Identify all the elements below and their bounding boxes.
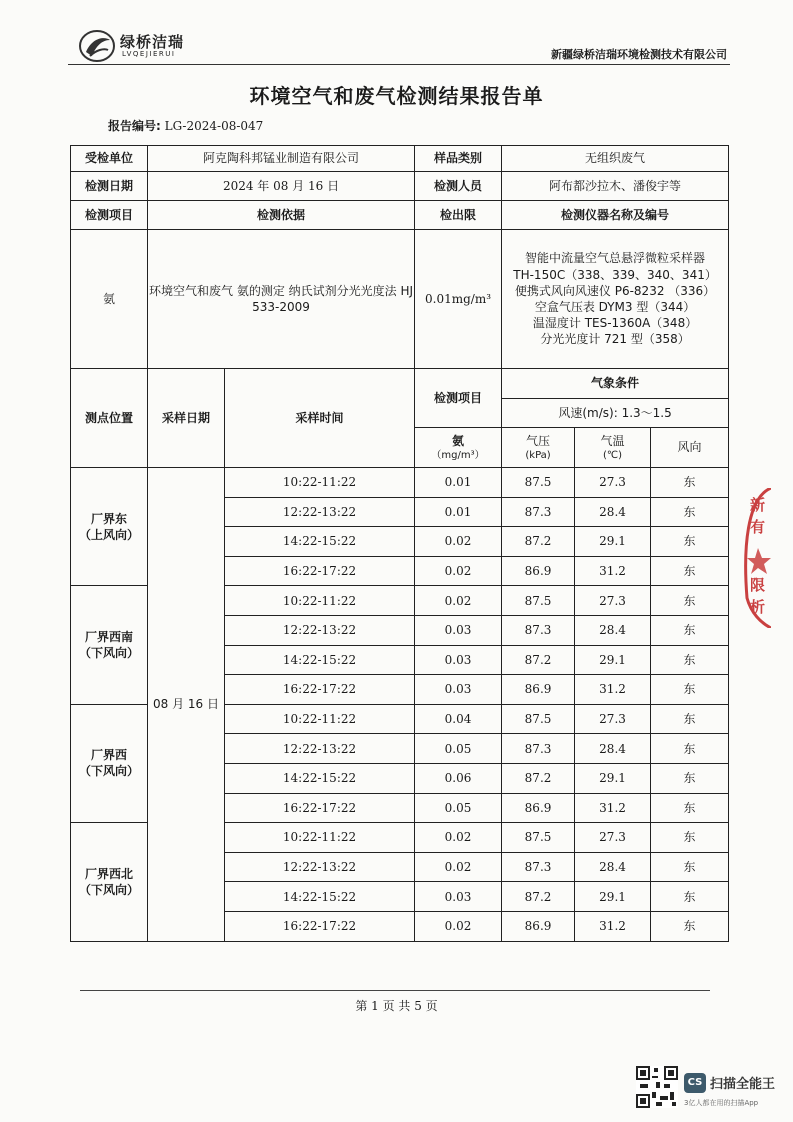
sampling-time: 16:22-17:22 bbox=[225, 793, 415, 823]
sampling-time: 12:22-13:22 bbox=[225, 852, 415, 882]
temp-value: 27.3 bbox=[575, 586, 651, 616]
pressure-value: 87.5 bbox=[502, 823, 575, 853]
nh3-value: 0.06 bbox=[415, 763, 502, 793]
report-table bbox=[70, 145, 729, 942]
report-number bbox=[108, 117, 263, 134]
sampling-time: 12:22-13:22 bbox=[225, 497, 415, 527]
wind-direction-value: 东 bbox=[651, 586, 729, 616]
nh3-value: 0.02 bbox=[415, 823, 502, 853]
scanner-app-icon: CS bbox=[684, 1073, 706, 1093]
inspector-value: 阿布都沙拉木、潘俊宇等 bbox=[502, 172, 729, 201]
temp-value: 28.4 bbox=[575, 615, 651, 645]
pressure-value: 87.5 bbox=[502, 468, 575, 498]
point-location bbox=[71, 823, 148, 941]
table-row bbox=[71, 468, 729, 498]
pressure-value: 87.2 bbox=[502, 645, 575, 675]
instrument-item: 便携式风向风速仪 P6-8232 （336） bbox=[514, 283, 716, 298]
instrument-item: 温湿度计 TES-1360A（348） bbox=[532, 316, 698, 331]
temp-value: 27.3 bbox=[575, 468, 651, 498]
col-item-header: 检测项目 bbox=[415, 369, 502, 428]
point-location bbox=[71, 704, 148, 822]
pressure-value: 87.3 bbox=[502, 497, 575, 527]
logo-swoosh-icon bbox=[78, 28, 116, 64]
svg-text:析: 析 bbox=[750, 598, 766, 616]
info-row-date bbox=[71, 172, 729, 201]
sampling-date: 08 月 16 日 bbox=[148, 468, 225, 942]
inspector-label: 检测人员 bbox=[415, 172, 502, 201]
pressure-value: 87.5 bbox=[502, 704, 575, 734]
wind-direction-value: 东 bbox=[651, 852, 729, 882]
point-name: 厂界东 bbox=[90, 511, 127, 526]
sampling-time: 10:22-11:22 bbox=[225, 823, 415, 853]
wind-direction-value: 东 bbox=[651, 527, 729, 557]
col-pressure-header bbox=[502, 428, 575, 468]
point-direction: （下风向） bbox=[78, 882, 139, 897]
sampling-time: 14:22-15:22 bbox=[225, 527, 415, 557]
info-row-method bbox=[71, 230, 729, 369]
header-divider bbox=[68, 64, 730, 65]
instrument-item: TH-150C（338、339、340、341） bbox=[513, 267, 717, 282]
results-header-row-1 bbox=[71, 369, 729, 399]
pressure-value: 87.2 bbox=[502, 763, 575, 793]
point-name: 厂界西南 bbox=[84, 629, 133, 644]
col-nh3-header bbox=[415, 428, 502, 468]
info-row-headers bbox=[71, 201, 729, 230]
sampling-time: 14:22-15:22 bbox=[225, 763, 415, 793]
nh3-value: 0.04 bbox=[415, 704, 502, 734]
temp-value: 31.2 bbox=[575, 675, 651, 705]
wind-speed: 风速(m/s): 1.3～1.5 bbox=[502, 399, 729, 428]
scanner-app-tagline: 3亿人都在用的扫描App bbox=[684, 1099, 759, 1107]
svg-text:有: 有 bbox=[750, 518, 766, 536]
wind-direction-value: 东 bbox=[651, 823, 729, 853]
col-point-header: 测点位置 bbox=[71, 369, 148, 468]
wind-direction-value: 东 bbox=[651, 704, 729, 734]
sampling-time: 10:22-11:22 bbox=[225, 704, 415, 734]
col-temp-name: 气温 bbox=[600, 433, 625, 448]
nh3-value: 0.03 bbox=[415, 882, 502, 912]
pressure-value: 87.3 bbox=[502, 852, 575, 882]
temp-value: 28.4 bbox=[575, 497, 651, 527]
client-value: 阿克陶科邦锰业制造有限公司 bbox=[148, 146, 415, 172]
scanner-app-name: 扫描全能王 bbox=[710, 1077, 776, 1092]
point-name: 厂界西 bbox=[90, 748, 127, 763]
pressure-value: 86.9 bbox=[502, 556, 575, 586]
sampling-time: 16:22-17:22 bbox=[225, 675, 415, 705]
nh3-value: 0.02 bbox=[415, 852, 502, 882]
pressure-value: 87.3 bbox=[502, 615, 575, 645]
report-title: 环境空气和废气检测结果报告单 bbox=[249, 84, 544, 108]
temp-value: 29.1 bbox=[575, 882, 651, 912]
temp-value: 29.1 bbox=[575, 763, 651, 793]
company-logo bbox=[78, 28, 198, 64]
sampling-time: 14:22-15:22 bbox=[225, 882, 415, 912]
temp-value: 29.1 bbox=[575, 645, 651, 675]
sampling-time: 10:22-11:22 bbox=[225, 586, 415, 616]
sampling-time: 16:22-17:22 bbox=[225, 911, 415, 941]
pressure-value: 87.5 bbox=[502, 586, 575, 616]
qr-code-icon bbox=[636, 1066, 678, 1108]
point-location bbox=[71, 468, 148, 586]
col-nh3-name: 氨 bbox=[452, 433, 465, 448]
sampling-time: 14:22-15:22 bbox=[225, 645, 415, 675]
date-value: 2024 年 08 月 16 日 bbox=[148, 172, 415, 201]
footer-divider bbox=[80, 990, 710, 991]
temp-value: 31.2 bbox=[575, 793, 651, 823]
pressure-value: 87.2 bbox=[502, 882, 575, 912]
sampling-time: 16:22-17:22 bbox=[225, 556, 415, 586]
page-number: 第 1 页 共 5 页 bbox=[355, 999, 438, 1013]
item-label: 检测项目 bbox=[71, 201, 148, 230]
results-body bbox=[71, 468, 729, 942]
temp-value: 29.1 bbox=[575, 527, 651, 557]
report-number-label: 报告编号: bbox=[108, 119, 161, 133]
wind-direction-value: 东 bbox=[651, 763, 729, 793]
sample-type-value: 无组织废气 bbox=[502, 146, 729, 172]
item-value: 氨 bbox=[71, 230, 148, 369]
col-time-header: 采样时间 bbox=[225, 369, 415, 468]
sampling-time: 12:22-13:22 bbox=[225, 615, 415, 645]
col-pressure-name: 气压 bbox=[526, 433, 551, 448]
nh3-value: 0.05 bbox=[415, 734, 502, 764]
nh3-value: 0.03 bbox=[415, 645, 502, 675]
client-label: 受检单位 bbox=[71, 146, 148, 172]
svg-text:新: 新 bbox=[750, 496, 766, 514]
pressure-value: 86.9 bbox=[502, 793, 575, 823]
instrument-list bbox=[502, 230, 729, 369]
date-label: 检测日期 bbox=[71, 172, 148, 201]
report-number-value: LG-2024-08-047 bbox=[164, 119, 264, 133]
instrument-label: 检测仪器名称及编号 bbox=[502, 201, 729, 230]
col-pressure-unit: (kPa) bbox=[525, 449, 551, 461]
point-direction: （上风向） bbox=[78, 527, 139, 542]
nh3-value: 0.02 bbox=[415, 527, 502, 557]
seal-icon bbox=[741, 488, 771, 628]
nh3-value: 0.02 bbox=[415, 556, 502, 586]
wind-direction-value: 东 bbox=[651, 911, 729, 941]
wind-direction-value: 东 bbox=[651, 793, 729, 823]
company-name: 新疆绿桥洁瑞环境检测技术有限公司 bbox=[551, 48, 727, 61]
wind-direction-value: 东 bbox=[651, 468, 729, 498]
logo-chinese-text: 绿桥洁瑞 bbox=[120, 33, 185, 51]
instrument-item: 空盒气压表 DYM3 型（344） bbox=[534, 300, 696, 314]
nh3-value: 0.02 bbox=[415, 586, 502, 616]
wind-direction-value: 东 bbox=[651, 645, 729, 675]
temp-value: 31.2 bbox=[575, 911, 651, 941]
pressure-value: 86.9 bbox=[502, 675, 575, 705]
nh3-value: 0.01 bbox=[415, 497, 502, 527]
point-name: 厂界西北 bbox=[84, 866, 133, 881]
limit-value: 0.01mg/m³ bbox=[415, 230, 502, 369]
nh3-value: 0.05 bbox=[415, 793, 502, 823]
wind-direction-value: 东 bbox=[651, 734, 729, 764]
pressure-value: 86.9 bbox=[502, 911, 575, 941]
nh3-value: 0.03 bbox=[415, 615, 502, 645]
col-nh3-unit: （mg/m³） bbox=[431, 449, 485, 461]
col-wind-dir-header: 风向 bbox=[651, 428, 729, 468]
point-direction: （下风向） bbox=[78, 764, 139, 779]
wind-direction-value: 东 bbox=[651, 497, 729, 527]
sample-type-label: 样品类别 bbox=[415, 146, 502, 172]
sampling-time: 10:22-11:22 bbox=[225, 468, 415, 498]
col-temp-header bbox=[575, 428, 651, 468]
basis-label: 检测依据 bbox=[148, 201, 415, 230]
pressure-value: 87.3 bbox=[502, 734, 575, 764]
svg-text:限: 限 bbox=[750, 576, 766, 594]
pressure-value: 87.2 bbox=[502, 527, 575, 557]
nh3-value: 0.02 bbox=[415, 911, 502, 941]
temp-value: 27.3 bbox=[575, 823, 651, 853]
point-direction: （下风向） bbox=[78, 646, 139, 661]
temp-value: 28.4 bbox=[575, 852, 651, 882]
instrument-item: 智能中流量空气总悬浮微粒采样器 bbox=[525, 251, 706, 266]
temp-value: 28.4 bbox=[575, 734, 651, 764]
wind-direction-value: 东 bbox=[651, 882, 729, 912]
point-location bbox=[71, 586, 148, 704]
temp-value: 31.2 bbox=[575, 556, 651, 586]
instrument-item: 分光光度计 721 型（358） bbox=[540, 332, 690, 347]
col-date-header: 采样日期 bbox=[148, 369, 225, 468]
nh3-value: 0.01 bbox=[415, 468, 502, 498]
limit-label: 检出限 bbox=[415, 201, 502, 230]
col-weather-header: 气象条件 bbox=[502, 369, 729, 399]
info-row-client bbox=[71, 146, 729, 172]
temp-value: 27.3 bbox=[575, 704, 651, 734]
sampling-time: 12:22-13:22 bbox=[225, 734, 415, 764]
wind-direction-value: 东 bbox=[651, 615, 729, 645]
nh3-value: 0.03 bbox=[415, 675, 502, 705]
col-temp-unit: (℃) bbox=[603, 449, 623, 461]
company-seal-fragment bbox=[741, 488, 771, 628]
basis-value: 环境空气和废气 氨的测定 纳氏试剂分光光度法 HJ 533-2009 bbox=[148, 230, 415, 369]
wind-direction-value: 东 bbox=[651, 556, 729, 586]
wind-direction-value: 东 bbox=[651, 675, 729, 705]
logo-english-text: LVQEJIERUI bbox=[122, 50, 176, 58]
